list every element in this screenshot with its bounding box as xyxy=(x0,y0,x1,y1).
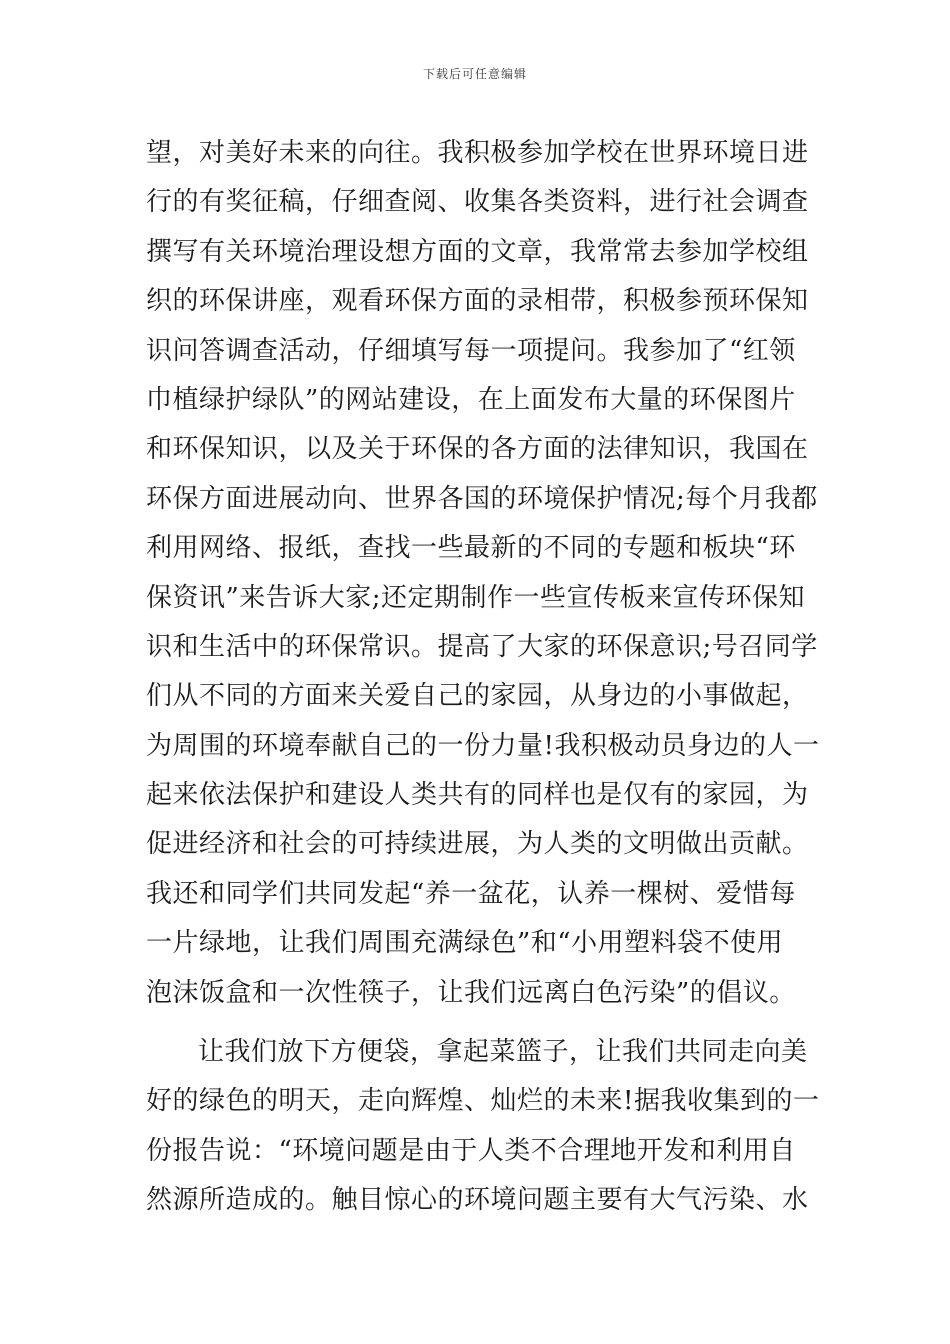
document-body xyxy=(146,129,820,1226)
paragraph-spacer xyxy=(146,1018,810,1028)
text-line: 识和生活中的环保常识。提高了大家的环保意识;号召同学 xyxy=(146,631,818,662)
paragraph xyxy=(146,1028,820,1226)
paragraph xyxy=(146,129,820,1018)
text-line: 利用网络、报纸，查找一些最新的不同的专题和板块“环 xyxy=(146,533,796,564)
text-line: 让我们放下方便袋，拿起菜篮子，让我们共同走向美 xyxy=(198,1037,808,1068)
text-line: 识问答调查活动，仔细填写每一项提问。我参加了“红领 xyxy=(146,335,796,366)
text-line: 然源所造成的。触目惊心的环境问题主要有大气污染、水 xyxy=(146,1185,809,1216)
text-line: 望，对美好未来的向往。我积极参加学校在世界环境日进 xyxy=(146,138,809,168)
text-line: 我还和同学们共同发起“养一盆花，认养一棵树、爱惜每 xyxy=(146,878,796,909)
text-line: 巾植绿护绿队”的网站建设，在上面发布大量的环保图片 xyxy=(146,384,796,415)
text-line: 撰写有关环境治理设想方面的文章，我常常去参加学校组 xyxy=(146,236,809,267)
text-line: 织的环保讲座，观看环保方面的录相带，积极参预环保知 xyxy=(146,286,809,317)
text-line: 和环保知识，以及关于环保的各方面的法律知识，我国在 xyxy=(146,434,809,465)
text-line: 保资讯”来告诉大家;还定期制作一些宣传板来宣传环保知 xyxy=(146,582,806,613)
page-header: 下载后可任意编辑 xyxy=(422,67,527,81)
text-line: 泡沫饭盒和一次性筷子，让我们远离白色污染”的倡议。 xyxy=(146,977,796,1008)
text-line: 为周围的环境奉献自己的一份力量!我积极动员身边的人一 xyxy=(146,730,820,761)
text-line: 起来依法保护和建设人类共有的同样也是仅有的家园，为 xyxy=(146,780,809,811)
text-line: 们从不同的方面来关爱自己的家园，从身边的小事做起， xyxy=(146,681,809,712)
text-line: 好的绿色的明天，走向辉煌、灿烂的未来!据我收集到的一 xyxy=(146,1086,820,1117)
text-line: 环保方面进展动向、世界各国的环境保护情况;每个月我都 xyxy=(146,483,818,514)
text-line: 份报告说：“环境问题是由于人类不合理地开发和利用自 xyxy=(146,1135,796,1166)
text-line: 促进经济和社会的可持续进展，为人类的文明做出贡献。 xyxy=(146,829,809,860)
text-line: 一片绿地，让我们周围充满绿色”和“小用塑料袋不使用 xyxy=(146,928,784,959)
text-line: 行的有奖征稿，仔细查阅、收集各类资料，进行社会调查 xyxy=(146,187,809,218)
